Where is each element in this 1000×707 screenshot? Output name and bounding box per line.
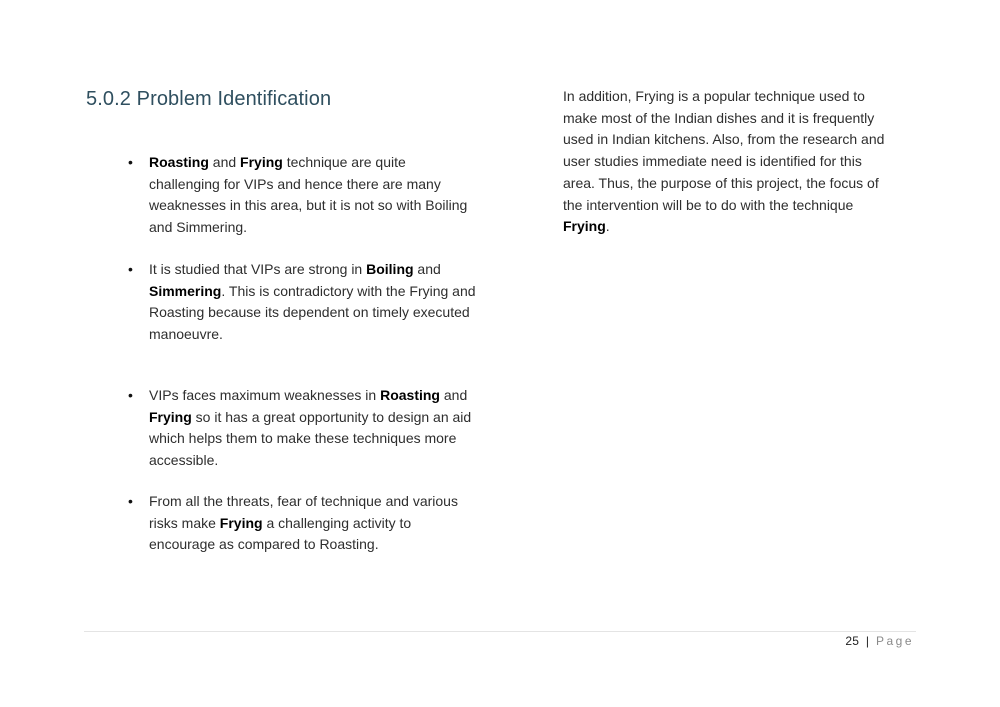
keyword: Frying <box>563 218 606 235</box>
list-item: • From all the threats, fear of technique and various risks make Frying a challenging activity to encourage as compared to Roasting. <box>128 493 458 552</box>
keyword: Roasting <box>149 154 209 170</box>
page-label: Page <box>875 634 914 648</box>
list-item: • Roasting and Frying technique are quite challenging for VIPs and hence there are many weaknesses in this area, but it is not so with Boiling and Simmering. <box>128 154 468 235</box>
list-item: • It is studied that VIPs are strong in Boiling and Simmering. This is contradictory with the Frying and Roasting because its dependent on timely executed manoeuvre. <box>128 261 476 342</box>
bullet-icon: • <box>128 493 133 509</box>
bullet-list <box>128 152 480 556</box>
bullet-icon: • <box>128 387 133 403</box>
list-item: • VIPs faces maximum weaknesses in Roasting and Frying so it has a great opportunity to design an aid which helps them to make these techniques more accessible. <box>128 387 472 468</box>
keyword: Simmering <box>149 282 222 299</box>
keyword: Frying <box>240 154 283 170</box>
bullet-icon: • <box>128 261 133 277</box>
right-column-paragraph: In addition, Frying is a popular technique used to make most of the Indian dishes and it is frequently used in Indian kitchens. Also, from the research and user studies immediate need is identified for this area. Thus, the purpose of this project, the focus of the intervention will be to do with the technique Frying. <box>563 88 885 235</box>
page-number: 25 <box>845 634 860 648</box>
section-title: 5.0.2 Problem Identification <box>86 88 332 110</box>
page-footer <box>845 634 914 648</box>
footer-divider <box>84 631 916 632</box>
keyword: Roasting <box>380 387 440 403</box>
keyword: Frying <box>149 408 192 425</box>
keyword: Boiling <box>366 261 414 277</box>
keyword: Frying <box>219 514 263 531</box>
bullet-icon: • <box>128 154 133 170</box>
footer-separator: | <box>865 634 870 648</box>
